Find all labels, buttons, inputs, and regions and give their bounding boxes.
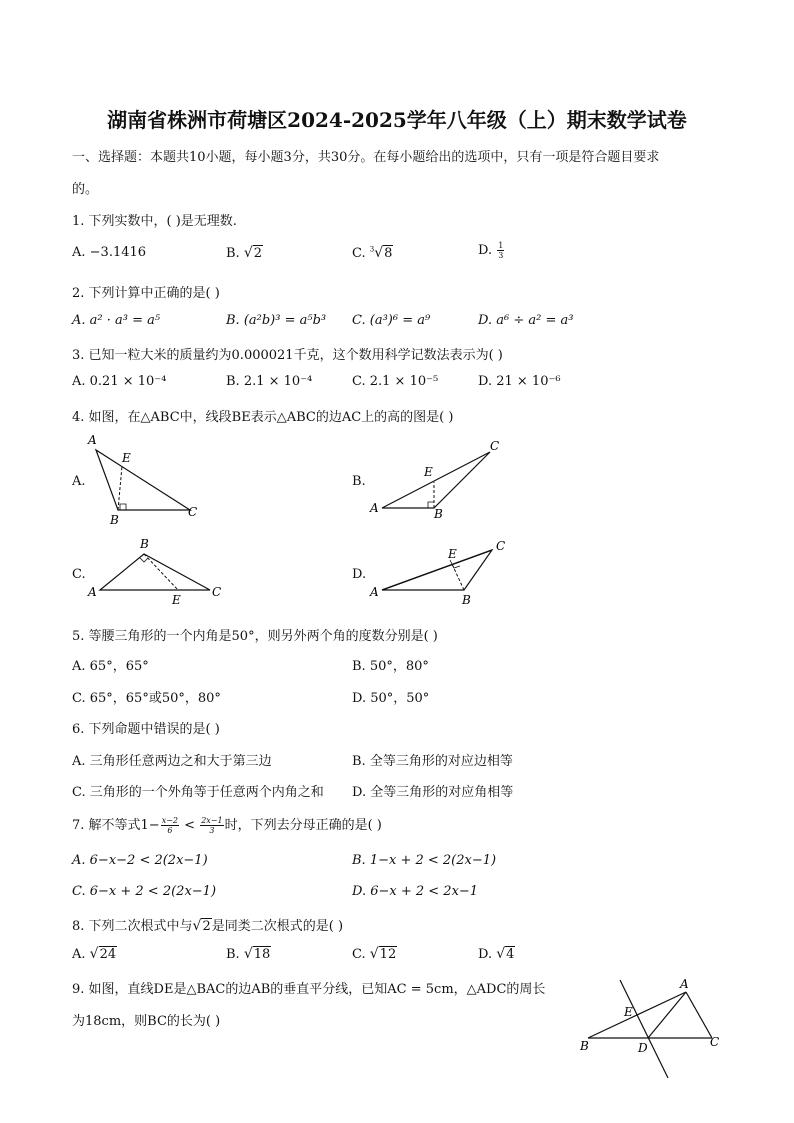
q7-less-than: < bbox=[180, 818, 200, 833]
q9-line1: 9. 如图，直线DE是△BAC的边AB的垂直平分线，已知AC = 5cm，△ADC的周长 bbox=[72, 982, 546, 997]
q4-option-b-label: B. bbox=[352, 474, 366, 489]
q7-option-b: B. 1−x + 2 < 2(2x−1) bbox=[352, 853, 497, 868]
fig-a-label-C: C bbox=[188, 505, 198, 519]
fig-c-label-C: C bbox=[212, 585, 222, 599]
q8-c-radicand: 12 bbox=[379, 947, 397, 962]
q8-d-radicand: 4 bbox=[506, 947, 515, 962]
q6-stem: 6. 下列命题中错误的是( ) bbox=[72, 722, 220, 737]
q1-option-d bbox=[478, 241, 505, 260]
fig9-label-A: A bbox=[680, 977, 689, 991]
fig-d-label-C: C bbox=[496, 539, 506, 553]
q4-option-d-label: D. bbox=[352, 567, 367, 582]
q4-figure-a bbox=[84, 430, 214, 530]
fig9-segment-ad bbox=[648, 992, 686, 1038]
q8-stem: 8. 下列二次根式中与√2是同类二次根式的是( ) bbox=[72, 918, 344, 934]
fig-d-label-E: E bbox=[448, 547, 457, 561]
q8-option-d-label: D. bbox=[478, 947, 497, 962]
q3-stem: 3. 已知一粒大米的质量约为0.000021千克，这个数用科学记数法表示为( ) bbox=[72, 348, 503, 363]
fig9-label-E: E bbox=[624, 1005, 633, 1019]
q8-b-radicand: 18 bbox=[253, 947, 271, 962]
q8-option-d: D. √4 bbox=[478, 946, 515, 962]
q8-stem-radicand: 2 bbox=[202, 919, 211, 934]
q1-option-c: C. $^3$√8 bbox=[352, 245, 393, 261]
fig-d-label-A: A bbox=[370, 585, 379, 599]
section-instructions-line1: 一、选择题：本题共10小题，每小题3分，共30分。在每小题给出的选项中，只有一项是符合题目要求 bbox=[72, 150, 660, 165]
fig-d-label-B: B bbox=[462, 593, 471, 607]
q7-frac1-num: x−2 bbox=[161, 816, 179, 825]
q5-option-a: A. 65°，65° bbox=[72, 659, 149, 674]
q7-frac2-num: 2x−1 bbox=[201, 816, 223, 825]
q3-option-b: B. 2.1 × 10⁻⁴ bbox=[226, 374, 313, 389]
q6-option-b: B. 全等三角形的对应边相等 bbox=[352, 754, 513, 769]
q1-option-d-label: D. bbox=[478, 243, 497, 258]
q5-stem: 5. 等腰三角形的一个内角是50°，则另外两个角的度数分别是( ) bbox=[72, 629, 438, 644]
fig-a-height bbox=[118, 466, 122, 510]
q3-option-a: A. 0.21 × 10⁻⁴ bbox=[72, 374, 167, 389]
q4-figure-d bbox=[366, 534, 516, 610]
q8-option-b: B. √18 bbox=[226, 946, 271, 962]
q8-option-a-label: A. bbox=[72, 947, 90, 962]
fig-c-triangle bbox=[100, 554, 210, 590]
q7-option-c: C. 6−x + 2 < 2(2x−1) bbox=[72, 884, 217, 899]
q8-a-radicand: 24 bbox=[99, 947, 117, 962]
q2-option-d: D. a⁶ ÷ a² = a³ bbox=[478, 313, 574, 328]
fig-b-label-A: A bbox=[370, 501, 379, 515]
q8-stem-post: 是同类二次根式的是( ) bbox=[211, 919, 344, 934]
q8-option-a: A. √24 bbox=[72, 946, 117, 962]
fig-a-label-B: B bbox=[110, 513, 119, 527]
q9-line2: 为18cm，则BC的长为( ) bbox=[72, 1014, 221, 1029]
q4-stem: 4. 如图，在△ABC中，线段BE表示△ABC的边AC上的高的图是( ) bbox=[72, 410, 454, 425]
fig9-line-de bbox=[620, 980, 668, 1078]
q8-option-c-label: C. bbox=[352, 947, 370, 962]
q1-d-numerator: 1 bbox=[498, 241, 504, 250]
q8-option-c: C. √12 bbox=[352, 946, 397, 962]
q7-frac2-den: 3 bbox=[209, 826, 215, 835]
q1-option-c-radicand: 8 bbox=[384, 246, 393, 261]
q4-figure-c bbox=[86, 534, 236, 610]
q7-stem-pre: 7. 解不等式1− bbox=[72, 818, 160, 833]
q5-option-b: B. 50°，80° bbox=[352, 659, 429, 674]
page-title: 湖南省株洲市荷塘区2024-2025学年八年级（上）期末数学试卷 bbox=[107, 108, 687, 132]
fig-b-label-B: B bbox=[434, 507, 443, 521]
q2-option-a: A. a² · a³ = a⁵ bbox=[72, 313, 161, 328]
fig-d-side-ac bbox=[382, 550, 492, 590]
fig-c-segment bbox=[144, 554, 178, 590]
q6-option-c: C. 三角形的一个外角等于任意两个内角之和 bbox=[72, 785, 324, 800]
q1-d-denominator: 3 bbox=[498, 251, 504, 260]
q2-option-b: B. (a²b)³ = a⁵b³ bbox=[226, 313, 327, 328]
q7-option-a: A. 6−x−2 < 2(2x−1) bbox=[72, 853, 208, 868]
q1-option-c-label: C. bbox=[352, 246, 370, 261]
fig-b-triangle bbox=[382, 452, 490, 508]
q5-option-d: D. 50°，50° bbox=[352, 691, 430, 706]
fig-b-label-E: E bbox=[424, 465, 433, 479]
fig9-label-D: D bbox=[638, 1041, 648, 1055]
fig-c-right-angle bbox=[140, 558, 148, 562]
fig-c-label-E: E bbox=[172, 593, 181, 607]
fig9-side-ac bbox=[686, 992, 712, 1038]
fig-a-label-E: E bbox=[122, 451, 131, 465]
q2-stem: 2. 下列计算中正确的是( ) bbox=[72, 286, 220, 301]
q3-option-c: C. 2.1 × 10⁻⁵ bbox=[352, 374, 439, 389]
q7-frac1-den: 6 bbox=[167, 826, 173, 835]
section-instructions-line2: 的。 bbox=[72, 182, 99, 197]
fig-a-right-angle bbox=[120, 504, 126, 510]
q4-figure-b bbox=[366, 434, 506, 524]
fig-a-triangle bbox=[96, 450, 190, 510]
q4-option-a-label: A. bbox=[72, 474, 86, 489]
q7-stem bbox=[72, 814, 382, 835]
q8-stem-pre: 8. 下列二次根式中与 bbox=[72, 919, 193, 934]
q2-option-c: C. (a³)⁶ = a⁹ bbox=[352, 313, 431, 328]
fig-c-label-B: B bbox=[140, 537, 149, 551]
q1-option-b-label: B. bbox=[226, 246, 244, 261]
fig-c-label-A: A bbox=[88, 585, 97, 599]
q1-option-b-radicand: 2 bbox=[253, 246, 263, 261]
q1-option-a: A. −3.1416 bbox=[72, 245, 147, 260]
fig9-label-C: C bbox=[710, 1035, 720, 1049]
q8-option-b-label: B. bbox=[226, 947, 244, 962]
q1-stem: 1. 下列实数中，( )是无理数. bbox=[72, 214, 237, 229]
q6-option-d: D. 全等三角形的对应角相等 bbox=[352, 785, 514, 800]
fig9-label-B: B bbox=[580, 1039, 589, 1053]
q4-option-c-label: C. bbox=[72, 567, 86, 582]
q1-option-b: B. √2 bbox=[226, 245, 263, 261]
fig-b-label-C: C bbox=[490, 439, 500, 453]
q7-stem-post: 时，下列去分母正确的是( ) bbox=[224, 818, 382, 833]
q6-option-a: A. 三角形任意两边之和大于第三边 bbox=[72, 754, 272, 769]
q9-figure bbox=[576, 972, 726, 1082]
q3-option-d: D. 21 × 10⁻⁶ bbox=[478, 374, 561, 389]
q7-option-d: D. 6−x + 2 < 2x−1 bbox=[352, 884, 479, 899]
q5-option-c: C. 65°，65°或50°，80° bbox=[72, 691, 221, 706]
fig-a-label-A: A bbox=[88, 433, 97, 447]
